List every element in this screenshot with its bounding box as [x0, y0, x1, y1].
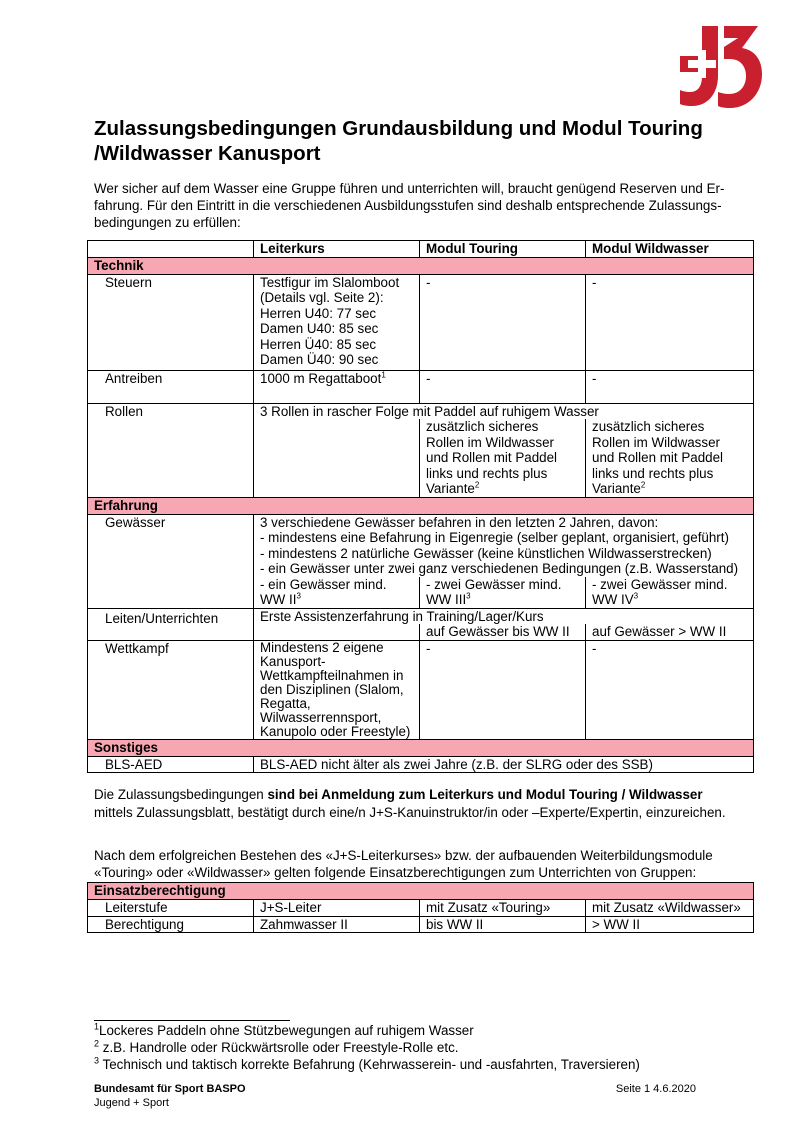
- section-technik: Technik: [88, 257, 754, 274]
- cell-line: zusätzlich sicheres: [426, 419, 539, 434]
- antreiben-leiter: [254, 370, 420, 403]
- jugend-sport-logo: [680, 26, 762, 108]
- footnote-ref: 3: [466, 591, 471, 601]
- row-label-rollen: Rollen: [88, 403, 254, 497]
- einsatz-cell: J+S-Leiter: [254, 900, 420, 917]
- cell-line: - mindestens 2 natürliche Gewässer (keine künstlichen Wildwasserstrecken): [260, 545, 712, 561]
- footer-left: [94, 1082, 246, 1110]
- rollen-span: 3 Rollen in rascher Folge mit Paddel auf ruhigem Wasser: [254, 403, 754, 419]
- cell-line: Wettkampfteilnahmen in: [260, 667, 404, 683]
- row-label-gewaesser: Gewässer: [88, 514, 254, 608]
- cell-line: [592, 592, 747, 608]
- einsatz-table: [87, 882, 754, 933]
- footnote-1: [94, 1023, 754, 1039]
- footnote-text: z.B. Handrolle oder Rückwärtsrolle oder Freestyle-Rolle etc.: [102, 1040, 459, 1055]
- einsatz-cell: Zahmwasser II: [254, 916, 420, 933]
- cell-line: Mindestens 2 eigene: [260, 639, 384, 655]
- footnote-ref: 2: [474, 480, 480, 490]
- cell-line: - zwei Gewässer mind.: [592, 576, 728, 592]
- bls-span: BLS-AED nicht älter als zwei Jahre (z.B. der SLRG oder des SSB): [254, 756, 754, 773]
- table-row: [88, 274, 754, 370]
- antreiben-touring: -: [420, 370, 586, 403]
- cell-line: Herren U40: 77 sec: [260, 305, 377, 321]
- cell-line: links und rechts plus: [592, 465, 714, 481]
- wettkampf-touring: -: [420, 640, 586, 739]
- cell-text: WW II: [260, 592, 297, 607]
- cell-text: WW IV: [592, 592, 634, 607]
- wettkampf-wildwasser: -: [586, 640, 754, 739]
- submission-paragraph: [94, 786, 754, 822]
- footnote-number: 2: [94, 1038, 100, 1049]
- table-row: [88, 900, 754, 917]
- intro-paragraph: Wer sicher auf dem Wasser eine Gruppe führen und unterrichten will, braucht genügend Reserven und Er-fahrung. Für den Eintritt in die verschiedenen Ausbildungsstufen sind deshalb entsprechende Zulassungs-bedingungen zu erfüllen:: [94, 181, 725, 230]
- table-row: [88, 514, 754, 577]
- cell-text: WW III: [426, 592, 467, 607]
- einsatz-cell: Berechtigung: [88, 916, 254, 933]
- section-sonstiges: Sonstiges: [88, 739, 754, 756]
- cell-line: - ein Gewässer mind.: [260, 576, 387, 592]
- leiten-span: Erste Assistenzerfahrung in Training/Lager/Kurs: [254, 608, 754, 624]
- cell-line: [260, 592, 413, 608]
- para2-after: mittels Zulassungsblatt, bestätigt durch eine/n J+S-Kanuinstruktor/in oder –Experte/Expertin, einzureichen.: [94, 805, 726, 820]
- footnote-ref: 2: [640, 480, 646, 490]
- footer-org: Bundesamt für Sport BASPO: [94, 1083, 246, 1095]
- rollen-leiter: [254, 419, 420, 497]
- footnote-ref: 3: [633, 591, 639, 601]
- rollen-wildwasser: [586, 419, 754, 497]
- einsatz-cell: bis WW II: [420, 916, 586, 933]
- leiten-leiter: [254, 624, 420, 640]
- table-row: [88, 916, 754, 933]
- header-wildwasser: Modul Wildwasser: [586, 241, 754, 258]
- cell-line: - mindestens eine Befahrung in Eigenregie (selber geplant, organisiert, geführt): [260, 530, 729, 545]
- cell-line: Rollen im Wildwasser: [592, 434, 720, 450]
- header-empty: [88, 241, 254, 258]
- einsatz-header: Einsatzberechtigung: [88, 883, 754, 900]
- table-row: [88, 756, 754, 773]
- einsatz-cell: Leiterstufe: [88, 900, 254, 917]
- cell-line: Rollen im Wildwasser: [426, 434, 554, 450]
- cell-line: und Rollen mit Paddel: [426, 450, 558, 465]
- footer-page: Seite 1 4.6.2020: [615, 1083, 696, 1095]
- footnote-3: [94, 1057, 754, 1073]
- para3-line1: Nach dem erfolgreichen Bestehen des «J+S-Leiterkurses» bzw. der aufbauenden Weiterbildungsmodule: [94, 848, 713, 863]
- row-label-wettkampf: Wettkampf: [88, 640, 254, 739]
- cell-line: links und rechts plus: [426, 465, 548, 481]
- cell-line: (Details vgl. Seite 2):: [260, 290, 384, 305]
- cell-line: [592, 481, 747, 497]
- footnote-ref: 3: [296, 591, 301, 601]
- einsatz-cell: mit Zusatz «Touring»: [420, 900, 586, 917]
- cell-line: - zwei Gewässer mind.: [426, 576, 562, 592]
- cell-line: Herren Ü40: 85 sec: [260, 336, 377, 352]
- table-row: [88, 640, 754, 739]
- footnote-text: Lockeres Paddeln ohne Stützbewegungen auf ruhigem Wasser: [99, 1023, 474, 1038]
- table-row: [88, 403, 754, 419]
- footnote-text: Technisch und taktisch korrekte Befahrung (Kehrwasserein- und -ausfahrten, Traversieren): [102, 1057, 640, 1072]
- cell-line: 3 verschiedene Gewässer befahren in den letzten 2 Jahren, davon:: [260, 514, 659, 530]
- table-header-row: [88, 241, 754, 258]
- cell-text: 1000 m Regattaboot: [260, 370, 382, 386]
- para3-line2: «Touring» oder «Wildwasser» gelten folgende Einsatzberechtigungen zum Unterrichten von Gruppen:: [94, 865, 697, 880]
- cell-line: Testfigur im Slalomboot: [260, 274, 400, 290]
- cell-text: Variante: [592, 481, 641, 496]
- row-label-antreiben: Antreiben: [88, 370, 254, 403]
- cell-line: Damen U40: 85 sec: [260, 321, 379, 336]
- wettkampf-leiter: [254, 640, 420, 739]
- row-label-leiten: Leiten/Unterrichten: [88, 608, 254, 640]
- footer-sub: Jugend + Sport: [94, 1097, 169, 1109]
- antreiben-wildwasser: -: [586, 370, 754, 403]
- cell-line: zusätzlich sicheres: [592, 419, 705, 434]
- einsatz-paragraph: [94, 847, 754, 881]
- cell-line: [426, 481, 579, 497]
- para2-before: Die Zulassungsbedingungen: [94, 787, 268, 802]
- cell-line: den Disziplinen (Slalom,: [260, 681, 404, 697]
- cell-line: Damen Ü40: 90 sec: [260, 352, 379, 367]
- header-touring: Modul Touring: [420, 241, 586, 258]
- footnote-2: [94, 1040, 754, 1056]
- section-erfahrung: Erfahrung: [88, 497, 754, 514]
- leiten-touring: auf Gewässer bis WW II: [420, 624, 586, 640]
- requirements-table: [87, 240, 754, 773]
- footnote-number: 1: [94, 1021, 100, 1032]
- cell-text: Variante: [426, 481, 475, 496]
- header-leiterkurs: Leiterkurs: [254, 241, 420, 258]
- steuern-wildwasser: -: [586, 274, 754, 370]
- table-row: [88, 370, 754, 403]
- einsatz-cell: mit Zusatz «Wildwasser»: [586, 900, 754, 917]
- table-row: [88, 608, 754, 624]
- para2-bold: sind bei Anmeldung zum Leiterkurs und Modul Touring / Wildwasser: [267, 787, 703, 802]
- cell-line: Kanupolo oder Freestyle): [260, 723, 411, 739]
- cell-line: Regatta,: [260, 695, 311, 711]
- leiten-wildwasser: auf Gewässer > WW II: [586, 624, 754, 640]
- page-title: Zulassungsbedingungen Grundausbildung und Modul Touring /Wildwasser Kanusport: [94, 117, 703, 165]
- cell-line: und Rollen mit Paddel: [592, 450, 724, 465]
- footnote-ref: 1: [381, 370, 386, 380]
- gewaesser-touring: [420, 577, 586, 609]
- row-label-steuern: Steuern: [88, 274, 254, 370]
- cell-line: Kanusport-: [260, 653, 326, 669]
- cell-line: [426, 592, 579, 608]
- gewaesser-leiter: [254, 577, 420, 609]
- cell-line: - ein Gewässer unter zwei ganz verschiedenen Bedingungen (z.B. Wasserstand): [260, 561, 739, 576]
- row-label-bls: BLS-AED: [88, 756, 254, 773]
- footnote-number: 3: [94, 1055, 100, 1066]
- footnote-divider: [94, 1020, 290, 1021]
- steuern-touring: -: [420, 274, 586, 370]
- gewaesser-wildwasser: [586, 577, 754, 609]
- rollen-touring: [420, 419, 586, 497]
- einsatz-cell: > WW II: [586, 916, 754, 933]
- cell-line: Wilwasserrennsport,: [260, 709, 382, 725]
- gewaesser-span: [254, 514, 754, 577]
- steuern-leiter: [254, 274, 420, 370]
